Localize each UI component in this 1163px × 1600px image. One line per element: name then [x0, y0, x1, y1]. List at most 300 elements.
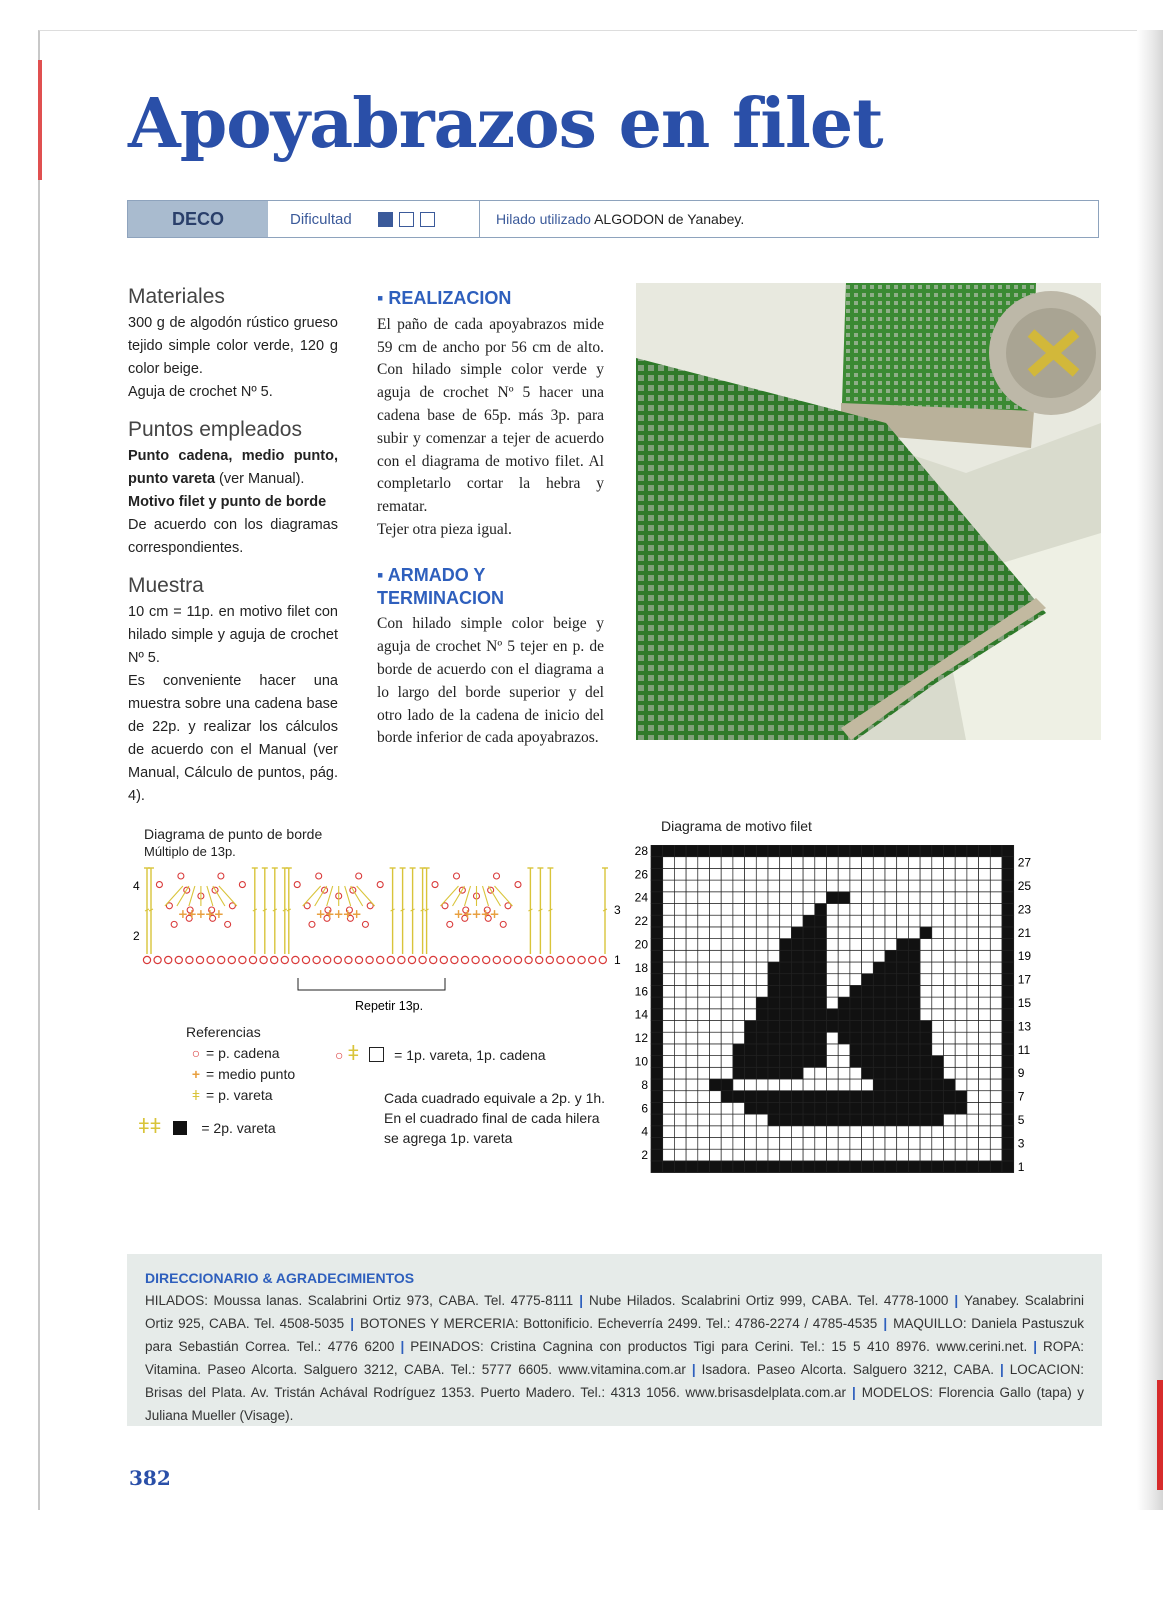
filet-cell-open [873, 892, 885, 904]
filet-cell-open [745, 974, 757, 986]
border-chain-row [143, 956, 606, 963]
filet-cell-open [710, 962, 722, 974]
filet-cell-filled [1002, 1114, 1014, 1126]
filet-cell-open [920, 997, 932, 1009]
filet-cell-filled [897, 962, 909, 974]
filet-cell-filled [791, 950, 803, 962]
filet-cell-open [698, 868, 710, 880]
filet-cell-open [873, 880, 885, 892]
filet-cell-open [698, 1149, 710, 1161]
filet-cell-filled [768, 1009, 780, 1021]
filet-cell-filled [1002, 1091, 1014, 1103]
filet-cell-open [979, 1009, 991, 1021]
filet-cell-open [756, 927, 768, 939]
filet-cell-open [990, 880, 1002, 892]
filet-row-label-left: 2 [641, 1148, 648, 1163]
filet-cell-open [698, 892, 710, 904]
filet-cell-filled [850, 997, 862, 1009]
filet-cell-filled [756, 1102, 768, 1114]
filet-cell-open [944, 880, 956, 892]
filet-cell-filled [651, 880, 663, 892]
filet-cell-open [756, 915, 768, 927]
filet-cell-filled [827, 1102, 839, 1114]
filet-cell-open [920, 880, 932, 892]
filet-cell-open [990, 892, 1002, 904]
filet-cell-open [756, 880, 768, 892]
filet-cell-open [686, 1009, 698, 1021]
filet-cell-open [674, 1032, 686, 1044]
filet-cell-open [780, 892, 792, 904]
filet-cell-open [663, 1126, 675, 1138]
directory-heading: DIRECCIONARIO & AGRADECIMIENTOS [145, 1270, 415, 1286]
filet-cell-filled [803, 950, 815, 962]
filet-cell-filled [686, 845, 698, 857]
chain-stitch [483, 956, 490, 963]
filet-cell-filled [803, 915, 815, 927]
filet-cell-open [827, 985, 839, 997]
filet-cell-filled [873, 1079, 885, 1091]
filet-cell-open [674, 1149, 686, 1161]
filet-row-label-right: 23 [1017, 902, 1032, 917]
filet-cell-filled [897, 1114, 909, 1126]
filet-cell-filled [955, 845, 967, 857]
single-crochet-stitch: + [342, 907, 353, 921]
chain-stitch [207, 956, 214, 963]
filet-cell-open [932, 1009, 944, 1021]
filet-cell-filled [838, 1021, 850, 1033]
filet-cell-filled [780, 1102, 792, 1114]
filet-cell-open [698, 1138, 710, 1150]
filet-cell-open [908, 1126, 920, 1138]
filet-cell-filled [651, 1032, 663, 1044]
chain-stitch [271, 956, 278, 963]
filet-cell-open [850, 1126, 862, 1138]
filet-cell-open [932, 997, 944, 1009]
filet-cell-open [850, 939, 862, 951]
filet-cell-open [674, 904, 686, 916]
filet-grid [651, 845, 1014, 1173]
filet-cell-open [920, 915, 932, 927]
filet-cell-filled [651, 1114, 663, 1126]
filet-cell-filled [873, 985, 885, 997]
filet-cell-filled [850, 1091, 862, 1103]
filet-cell-open [827, 857, 839, 869]
filet-cell-filled [827, 1009, 839, 1021]
filet-cell-filled [815, 1161, 827, 1173]
filet-cell-filled [651, 962, 663, 974]
filet-cell-open [862, 1138, 874, 1150]
filet-cell-open [850, 1149, 862, 1161]
filet-cell-filled [756, 1044, 768, 1056]
filet-cell-open [990, 950, 1002, 962]
treble-stitch [351, 886, 363, 906]
filet-cell-open [663, 997, 675, 1009]
single-crochet-stitch: + [315, 907, 326, 921]
filet-cell-open [827, 1032, 839, 1044]
chain-stitch [377, 956, 384, 963]
filet-cell-filled [698, 1161, 710, 1173]
filet-cell-filled [663, 1161, 675, 1173]
filet-cell-filled [756, 1056, 768, 1068]
filet-cell-open [674, 1009, 686, 1021]
filet-cell-filled [908, 1021, 920, 1033]
filet-cell-open [780, 1149, 792, 1161]
filet-cell-open [733, 985, 745, 997]
filet-cell-open [674, 950, 686, 962]
filet-cell-open [733, 868, 745, 880]
filet-cell-open [967, 1021, 979, 1033]
filet-cell-open [698, 962, 710, 974]
filet-cell-filled [733, 845, 745, 857]
filet-cell-filled [698, 845, 710, 857]
filet-cell-open [862, 1126, 874, 1138]
filet-cell-open [967, 892, 979, 904]
filet-cell-open [721, 985, 733, 997]
filet-cell-open [990, 1067, 1002, 1079]
filet-cell-filled [1002, 1044, 1014, 1056]
filet-cell-open [663, 1032, 675, 1044]
chain-stitch [324, 956, 331, 963]
filet-cell-open [733, 1126, 745, 1138]
filet-cell-filled [756, 1067, 768, 1079]
filet-cell-open [932, 985, 944, 997]
filet-cell-open [979, 1067, 991, 1079]
filet-cell-filled [815, 985, 827, 997]
filet-cell-open [756, 1079, 768, 1091]
filet-cell-open [780, 868, 792, 880]
filet-cell-open [862, 950, 874, 962]
filet-cell-filled [944, 1102, 956, 1114]
filet-cell-open [698, 1091, 710, 1103]
filet-cell-open [990, 1114, 1002, 1126]
realizacion-text-2: Tejer otra pieza igual. [377, 520, 512, 538]
filet-cell-open [838, 950, 850, 962]
filet-cell-open [908, 1138, 920, 1150]
filet-cell-open [803, 880, 815, 892]
filet-cell-open [663, 950, 675, 962]
filet-cell-filled [850, 1114, 862, 1126]
filet-cell-filled [885, 997, 897, 1009]
filet-cell-filled [885, 1067, 897, 1079]
filet-cell-open [803, 892, 815, 904]
filet-cell-filled [791, 1091, 803, 1103]
filet-cell-filled [827, 1161, 839, 1173]
filet-cell-open [908, 1149, 920, 1161]
filet-cell-open [979, 974, 991, 986]
filet-cell-open [721, 1138, 733, 1150]
filet-cell-filled [873, 1009, 885, 1021]
filet-cell-open [908, 857, 920, 869]
filet-cell-filled [745, 1091, 757, 1103]
filet-cell-open [979, 962, 991, 974]
filet-cell-open [721, 974, 733, 986]
filet-cell-filled [873, 1021, 885, 1033]
filet-cell-open [733, 1114, 745, 1126]
filet-cell-filled [1002, 1138, 1014, 1150]
filet-cell-open [955, 868, 967, 880]
filet-cell-filled [908, 1102, 920, 1114]
filet-cell-open [897, 927, 909, 939]
directory-item: Isadora. Paseo Alcorta. Salguero 3212, CABA. [701, 1362, 994, 1377]
filet-cell-open [827, 1149, 839, 1161]
chain-stitch [500, 921, 506, 927]
filet-cell-open [780, 915, 792, 927]
filet-cell-open [733, 904, 745, 916]
filet-cell-open [967, 1056, 979, 1068]
filet-cell-filled [1002, 974, 1014, 986]
filet-cell-open [990, 1126, 1002, 1138]
filet-cell-open [897, 904, 909, 916]
filet-cell-filled [791, 1114, 803, 1126]
filet-cell-filled [651, 1021, 663, 1033]
filet-cell-open [710, 974, 722, 986]
filet-cell-open [745, 857, 757, 869]
filet-cell-filled [885, 1009, 897, 1021]
filet-cell-open [686, 892, 698, 904]
filet-cell-open [827, 974, 839, 986]
filet-cell-open [663, 1079, 675, 1091]
filet-cell-open [932, 915, 944, 927]
filet-cell-open [815, 868, 827, 880]
difficulty-label: Dificultad [290, 210, 352, 228]
filet-cell-open [838, 1126, 850, 1138]
filet-cell-open [733, 950, 745, 962]
filet-cell-filled [651, 868, 663, 880]
chain-stitch [430, 956, 437, 963]
chain-stitch [156, 882, 162, 888]
legend-chain: ○ = p. cadena [186, 1043, 295, 1064]
filet-cell-filled [815, 962, 827, 974]
filet-cell-open [967, 985, 979, 997]
treble-stitch [219, 886, 237, 906]
filet-cell-filled [827, 892, 839, 904]
filet-cell-open [721, 1044, 733, 1056]
filet-cell-open [990, 1044, 1002, 1056]
filet-cell-filled [897, 1044, 909, 1056]
filet-row-label-right: 3 [1017, 1136, 1025, 1151]
filet-cell-filled [791, 962, 803, 974]
filet-cell-filled [768, 1114, 780, 1126]
filet-cell-open [686, 1067, 698, 1079]
filet-cell-open [791, 868, 803, 880]
filet-cell-open [768, 1079, 780, 1091]
filet-cell-open [979, 927, 991, 939]
filet-cell-open [873, 868, 885, 880]
filet-cell-open [990, 904, 1002, 916]
filet-cell-open [944, 1067, 956, 1079]
filet-cell-filled [897, 1161, 909, 1173]
filet-cell-filled [885, 1114, 897, 1126]
filet-cell-filled [815, 915, 827, 927]
filet-cell-open [745, 868, 757, 880]
filet-cell-open [979, 1044, 991, 1056]
filet-cell-filled [827, 1021, 839, 1033]
puntos-motivo: Motivo filet y punto de borde [128, 494, 327, 510]
filet-cell-filled [932, 1079, 944, 1091]
filet-cell-open [745, 985, 757, 997]
filet-cell-open [920, 1126, 932, 1138]
filet-cell-open [710, 915, 722, 927]
filet-cell-open [967, 1032, 979, 1044]
filet-cell-open [932, 1021, 944, 1033]
filet-cell-open [780, 1126, 792, 1138]
filet-row-label-left: 22 [635, 914, 648, 929]
filet-cell-open [698, 1126, 710, 1138]
filet-cell-open [990, 997, 1002, 1009]
filet-cell-open [955, 962, 967, 974]
filet-cell-open [803, 1126, 815, 1138]
legend-filled-square: ǂǂ = 2p. vareta [138, 1116, 276, 1138]
yarn-value: ALGODON de Yanabey. [594, 211, 745, 227]
filet-cell-filled [862, 1102, 874, 1114]
filet-cell-open [838, 1067, 850, 1079]
filet-row-label-right: 17 [1017, 972, 1032, 987]
filet-cell-open [686, 950, 698, 962]
muestra-text: 10 cm = 11p. en motivo filet con hilado simple y aguja de crochet Nº 5. [128, 604, 338, 666]
filet-cell-filled [815, 1091, 827, 1103]
filet-cell-open [721, 1067, 733, 1079]
filet-cell-filled [885, 1161, 897, 1173]
chain-stitch [398, 956, 405, 963]
filet-cell-open [710, 1009, 722, 1021]
filet-cell-open [721, 962, 733, 974]
filet-cell-filled [885, 974, 897, 986]
filet-cell-filled [745, 1056, 757, 1068]
filet-cell-open [955, 974, 967, 986]
filet-cell-filled [756, 1161, 768, 1173]
filet-cell-filled [920, 1102, 932, 1114]
filet-cell-open [967, 1149, 979, 1161]
filet-cell-open [920, 950, 932, 962]
filet-cell-filled [873, 1161, 885, 1173]
filet-cell-open [920, 939, 932, 951]
filet-cell-open [967, 1138, 979, 1150]
filet-cell-open [979, 868, 991, 880]
filet-cell-open [663, 1102, 675, 1114]
filet-cell-filled [791, 997, 803, 1009]
filet-cell-open [944, 939, 956, 951]
filet-cell-open [663, 1138, 675, 1150]
filet-cell-open [686, 915, 698, 927]
filet-cell-filled [733, 1067, 745, 1079]
filet-cell-open [733, 1149, 745, 1161]
filet-cell-open [932, 880, 944, 892]
filet-cell-filled [1002, 950, 1014, 962]
filet-cell-open [745, 915, 757, 927]
filet-cell-filled [1002, 1009, 1014, 1021]
filet-cell-open [920, 962, 932, 974]
filet-cell-filled [885, 962, 897, 974]
filet-cell-filled [862, 1091, 874, 1103]
filet-cell-open [768, 892, 780, 904]
treble-stitch [213, 886, 225, 906]
filet-row-label-left: 12 [635, 1031, 648, 1046]
filet-cell-open [827, 950, 839, 962]
repeat-bracket [298, 978, 445, 990]
filet-cell-filled [815, 1114, 827, 1126]
filet-cell-open [897, 915, 909, 927]
filet-cell-open [756, 904, 768, 916]
legend-open-square: ○ ǂ = 1p. vareta, 1p. cadena [335, 1043, 546, 1065]
filet-cell-filled [745, 1044, 757, 1056]
filet-cell-open [990, 939, 1002, 951]
filet-cell-open [850, 915, 862, 927]
filet-cell-open [932, 927, 944, 939]
chain-stitch [567, 956, 574, 963]
filet-cell-open [862, 1079, 874, 1091]
filet-cell-open [721, 915, 733, 927]
filet-cell-open [955, 1044, 967, 1056]
filet-cell-open [920, 985, 932, 997]
filet-cell-open [979, 1149, 991, 1161]
filet-cell-open [862, 927, 874, 939]
filet-cell-filled [803, 1102, 815, 1114]
filet-cell-open [674, 868, 686, 880]
filet-cell-filled [827, 845, 839, 857]
filet-cell-open [686, 927, 698, 939]
chain-stitch [196, 956, 203, 963]
filet-cell-open [862, 904, 874, 916]
filet-row-label-left: 24 [635, 890, 648, 905]
filet-cell-filled [651, 1161, 663, 1173]
filet-cell-open [815, 1067, 827, 1079]
filet-cell-open [955, 1009, 967, 1021]
filet-cell-open [721, 868, 733, 880]
directory-item: LOCACION: Brisas del Plata. Av. Tristán Achával Rodríguez 1353. Puerto Madero. Tel.: 4313 1056. www.brisasdelplata.com.ar [145, 1362, 1084, 1400]
filet-cell-open [885, 857, 897, 869]
filet-cell-filled [1002, 915, 1014, 927]
filet-cell-open [745, 939, 757, 951]
filet-cell-open [663, 857, 675, 869]
materiales-heading: Materiales [128, 285, 225, 308]
filet-cell-open [850, 857, 862, 869]
filet-cell-open [979, 857, 991, 869]
materiales-text: 300 g de algodón rústico grueso tejido simple color verde, 120 g color beige. [128, 315, 338, 377]
filet-cell-open [850, 880, 862, 892]
filet-cell-filled [908, 1032, 920, 1044]
filet-cell-open [733, 974, 745, 986]
filet-cell-open [686, 1126, 698, 1138]
border-diagram [133, 858, 623, 1023]
filet-cell-filled [850, 1056, 862, 1068]
filet-cell-open [967, 857, 979, 869]
filet-cell-open [710, 985, 722, 997]
filet-cell-open [838, 1079, 850, 1091]
treble-icon: ǂ [191, 1087, 201, 1103]
filet-cell-open [979, 997, 991, 1009]
filet-cell-filled [873, 1067, 885, 1079]
filet-cell-open [710, 1067, 722, 1079]
filet-cell-filled [686, 1161, 698, 1173]
filet-cell-open [733, 1032, 745, 1044]
directory-body: HILADOS: Moussa lanas. Scalabrini Ortiz 973, CABA. Tel. 4775-8111 | Nube Hilados. Scalabrini Ortiz 999, CABA. Tel. 4778-1000 | Yanabey. Scalabrini Ortiz 925, CABA. Tel. 4508-5035 | BOTONES Y MERCERIA: Bottonificio. Echeverría 2499. Tel.: 4786-2274 / 4785-4535 | MAQUILLO: Daniela Pastuszuk para Sebastián Correa. Tel.: 4776 6200 | PEINADOS: Cristina Cagnina con productos Tigi para Cerini. Tel.: 15 5 410 8976. www.cerini.net. | ROPA: Vitamina. Paseo Alcorta. Salguero 3212, CABA. Tel.: 5777 6605. www.vitamina.com.ar | Isadora. Paseo Alcorta. Salguero 3212, CABA. | LOCACION: Brisas del Plata. Av. Tristán Achával Rodríguez 1353. Puerto Madero. Tel.: 4313 1056. www.brisasdelplata.com.ar | MODELOS: Florencia Gallo (tapa) y Juliana Mueller (Visage). [145, 1293, 1085, 1423]
filet-cell-filled [791, 1067, 803, 1079]
filet-cell-open [791, 915, 803, 927]
filet-cell-open [815, 1138, 827, 1150]
filet-cell-open [663, 1067, 675, 1079]
filet-cell-filled [897, 985, 909, 997]
filet-cell-open [733, 927, 745, 939]
filet-cell-open [663, 939, 675, 951]
filet-cell-filled [838, 1032, 850, 1044]
yarn-label: Hilado utilizado [496, 211, 591, 227]
filet-cell-open [873, 904, 885, 916]
filet-cell-open [827, 880, 839, 892]
filet-cell-open [979, 1021, 991, 1033]
legend-single: + = medio punto [186, 1064, 295, 1085]
filet-cell-filled [932, 1056, 944, 1068]
filet-cell-filled [780, 1091, 792, 1103]
